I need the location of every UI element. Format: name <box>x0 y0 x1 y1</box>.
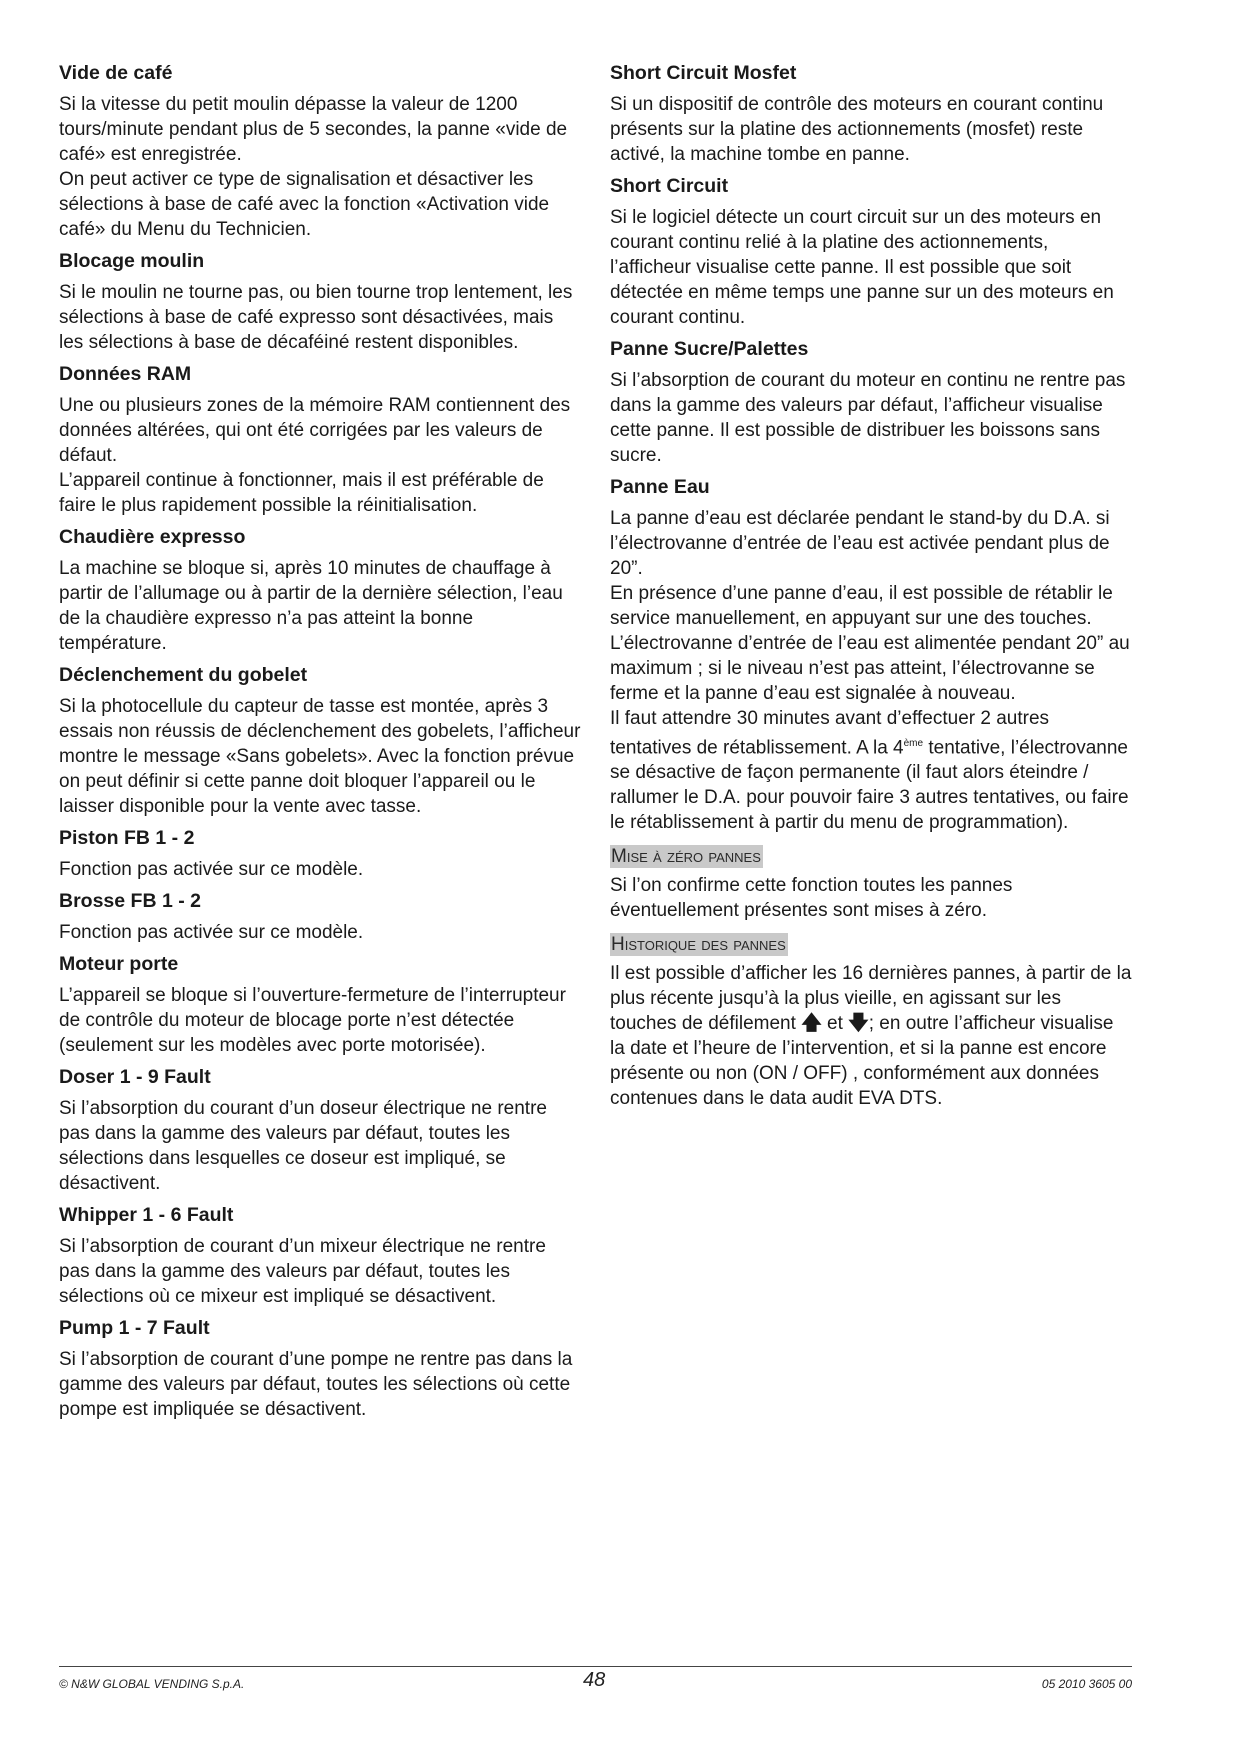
section-title: Pump 1 - 7 Fault <box>59 1317 210 1339</box>
section-heading-caps: Historique des pannes <box>611 934 786 956</box>
paragraph: La panne d’eau est déclarée pendant le stand-by du D.A. si l’électrovanne d’entrée de l’eau est activée pendant plus de 20”. <box>610 508 1110 579</box>
section-panne-sucre <box>610 338 1132 468</box>
paragraph <box>610 706 1132 835</box>
section-chaudiere-expresso <box>59 526 581 656</box>
section-short-circuit-mosfet <box>610 62 1132 167</box>
text-run: ; en outre l’afficheur visualise la date et l’heure de l’intervention, et si la panne est encore présente ou non (ON / OFF) , conformément aux données contenues dans le data audit EVA DTS. <box>610 1013 1114 1110</box>
text-run: tentative, l’électrovanne se désactive de façon permanente (il faut alors éteindre / rallumer le D.A. pour pouvoir faire 3 autres tentatives, ou faire le rétablissement à partir du menu de programmation). <box>610 737 1129 834</box>
section-title: Chaudière expresso <box>59 526 246 548</box>
paragraph: Si le moulin ne tourne pas, ou bien tourne trop lentement, les sélections à base de café expresso sont désactivées, mais les sélections à base de décaféiné restent disponibles. <box>59 282 573 353</box>
caps-heading-wrap <box>610 933 1132 956</box>
section-doser-fault <box>59 1066 581 1196</box>
arrow-down-icon: 🡇 <box>848 1012 869 1035</box>
section-piston-fb <box>59 827 581 882</box>
paragraph: Si la photocellule du capteur de tasse est montée, après 3 essais non réussis de déclenchement des gobelets, l’afficheur montre le message «Sans gobelets». Avec la fonction prévue on peut définir si cette panne doit bloquer l’appareil ou le laisser disponible pour la vente avec tasse. <box>59 696 581 817</box>
section-title: Short Circuit Mosfet <box>610 62 797 84</box>
section-short-circuit <box>610 175 1132 330</box>
paragraph: Si l’absorption de courant d’une pompe ne rentre pas dans la gamme des valeurs par défaut, toutes les sélections où cette pompe est impliquée se désactivent. <box>59 1349 573 1420</box>
paragraph: Si l’on confirme cette fonction toutes les pannes éventuellement présentes sont mises à zéro. <box>610 875 1013 922</box>
section-blocage-moulin <box>59 250 581 355</box>
section-title: Whipper 1 - 6 Fault <box>59 1204 234 1226</box>
paragraph: Si le logiciel détecte un court circuit sur un des moteurs en courant continu relié à la platine des actionnements, l’afficheur visualise cette panne. Il est possible que soit détectée en même temps une panne sur un des moteurs en courant continu. <box>610 207 1114 328</box>
section-title: Déclenchement du gobelet <box>59 664 308 686</box>
section-declenchement-gobelet <box>59 664 581 819</box>
arrow-up-icon: 🡅 <box>801 1012 822 1035</box>
caps-heading-wrap <box>610 845 1132 868</box>
section-panne-eau <box>610 476 1132 835</box>
footer-divider <box>59 1666 1132 1667</box>
paragraph: Si l’absorption de courant du moteur en continu ne rentre pas dans la gamme des valeurs par défaut, l’afficheur visualise cette panne. Il est possible de distribuer les boissons sans sucre. <box>610 370 1126 466</box>
paragraph: La machine se bloque si, après 10 minutes de chauffage à partir de l’allumage ou à partir de la dernière sélection, l’eau de la chaudière expresso n’a pas atteint la bonne température. <box>59 558 563 654</box>
superscript: ème <box>903 738 924 749</box>
section-title: Vide de café <box>59 62 173 84</box>
section-mise-a-zero-pannes <box>610 845 1132 923</box>
paragraph: On peut activer ce type de signalisation et désactiver les sélections à base de café avec la fonction «Activation vide café» du Menu du Technicien. <box>59 169 550 240</box>
paragraph: Fonction pas activée sur ce modèle. <box>59 922 364 943</box>
document-code: 05 2010 3605 00 <box>1041 1677 1132 1691</box>
paragraph: L’appareil se bloque si l’ouverture-fermeture de l’interrupteur de contrôle du moteur de blocage porte n’est détectée (seulement sur les modèles avec porte motorisée). <box>59 985 566 1056</box>
paragraph: Une ou plusieurs zones de la mémoire RAM contiennent des données altérées, qui ont été corrigées par les valeurs de défaut. <box>59 395 571 466</box>
paragraph: En présence d’une panne d’eau, il est possible de rétablir le service manuellement, en appuyant sur une des touches. L’électrovanne d’entrée de l’eau est alimentée pendant 20” au maximum ; si le niveau n’est pas atteint, l’électrovanne se ferme et la panne d’eau est signalée à nouveau. <box>610 583 1130 704</box>
section-pump-fault <box>59 1317 581 1422</box>
section-vide-de-cafe <box>59 62 581 242</box>
paragraph <box>610 961 1132 1111</box>
paragraph: L’appareil continue à fonctionner, mais il est préférable de faire le plus rapidement possible la réinitialisation. <box>59 470 544 516</box>
paragraph: Si l’absorption de courant d’un mixeur électrique ne rentre pas dans la gamme des valeurs par défaut, toutes les sélections où ce mixeur est impliqué se désactivent. <box>59 1236 546 1307</box>
left-column <box>59 62 581 1430</box>
section-title: Piston FB 1 - 2 <box>59 827 195 849</box>
text-run: Il est possible d’afficher les 16 dernières pannes, à partir de la plus récente jusqu’à la plus vieille, en agissant sur les touches de défilement <box>610 963 1132 1035</box>
section-title: Panne Sucre/Palettes <box>610 338 809 360</box>
right-column <box>610 62 1132 1119</box>
paragraph: Fonction pas activée sur ce modèle. <box>59 859 364 880</box>
paragraph: Si la vitesse du petit moulin dépasse la valeur de 1200 tours/minute pendant plus de 5 secondes, la panne «vide de café» est enregistrée. <box>59 94 568 165</box>
section-title: Short Circuit <box>610 175 729 197</box>
section-title: Moteur porte <box>59 953 179 975</box>
section-moteur-porte <box>59 953 581 1058</box>
section-whipper-fault <box>59 1204 581 1309</box>
section-title: Données RAM <box>59 363 192 385</box>
paragraph: Si un dispositif de contrôle des moteurs en courant continu présents sur la platine des actionnements (mosfet) reste activé, la machine tombe en panne. <box>610 94 1104 165</box>
footer-copyright: © N&W GLOBAL VENDING S.p.A. <box>59 1677 245 1691</box>
section-title: Doser 1 - 9 Fault <box>59 1066 211 1088</box>
paragraph: Si l’absorption du courant d’un doseur électrique ne rentre pas dans la gamme des valeurs par défaut, toutes les sélections dans lesquelles ce doseur est impliqué, se désactivent. <box>59 1098 547 1194</box>
section-brosse-fb <box>59 890 581 945</box>
section-donnees-ram <box>59 363 581 518</box>
section-title: Panne Eau <box>610 476 710 498</box>
section-title: Brosse FB 1 - 2 <box>59 890 201 912</box>
page-number: 48 <box>583 1669 606 1691</box>
section-title: Blocage moulin <box>59 250 205 272</box>
text-run: Il faut attendre 30 minutes avant d’effectuer 2 autres tentatives de rétablissement. A la 4 <box>610 708 1050 759</box>
section-heading-caps: Mise à zéro pannes <box>611 846 761 868</box>
text-run: et <box>821 1013 849 1035</box>
section-historique-pannes <box>610 933 1132 1111</box>
